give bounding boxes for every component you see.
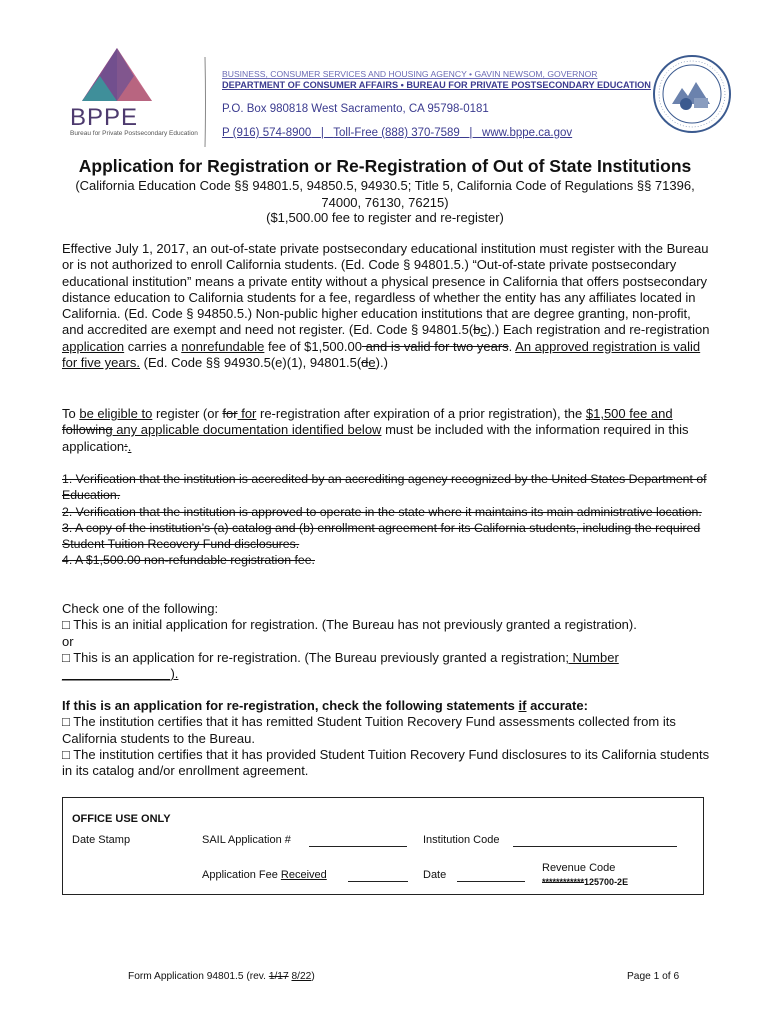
list-item: 4. A $1,500.00 non-refundable registration fee. (62, 553, 315, 568)
text: must be included with the information required in this application (62, 422, 689, 454)
legal-citation: (California Education Code §§ 94801.5, 94850.5, 94930.5; Title 5, California Code of Regulations §§ 71396, 74000, 76130, 76215) (75, 178, 695, 210)
deleted-text: : (124, 438, 128, 454)
deleted-text: d (361, 355, 369, 371)
deleted-text: for (222, 406, 238, 421)
or-label: or (62, 633, 74, 649)
california-seal-icon (652, 54, 732, 134)
date-label: Date (423, 869, 447, 881)
text: If this is an application for re-registration, check the following statements (62, 698, 519, 713)
text: □ This is an application for re-registration. (The Bureau previously granted a registration (62, 649, 566, 665)
date-input[interactable] (457, 881, 525, 882)
deleted-requirements-list (62, 471, 712, 569)
date-stamp-label: Date Stamp (72, 834, 131, 846)
sail-label: SAIL Application # (202, 834, 291, 846)
inserted-text: nonrefundable (181, 338, 265, 354)
office-use-box (62, 797, 704, 895)
list-item: 2. Verification that the institution is approved to operate in the state where it maintains its main administrative location. (62, 504, 702, 519)
office-use-heading: OFFICE USE ONLY (72, 813, 171, 825)
eligibility-paragraph (62, 406, 712, 455)
application-type-section (62, 601, 712, 682)
page-number: Page 1 of 6 (627, 971, 680, 982)
text: 125700-2E (584, 877, 629, 887)
inserted-text: An approved registration is valid for five years. (62, 338, 701, 371)
list-item: 3. A copy of the institution’s (a) catalog and (b) enrollment agreement for its California students, including the required Student Tuition Recovery Fund disclosures. (62, 520, 701, 552)
text: Form Application 94801.5 (rev. (128, 971, 269, 982)
deleted-text: b (473, 322, 481, 338)
inserted-text: 8/22 (291, 971, 312, 982)
text: register (or (152, 406, 223, 421)
check-lead: Check one of the following: (62, 601, 219, 616)
agency-line: BUSINESS, CONSUMER SERVICES AND HOUSING AGENCY • GAVIN NEWSOM, GOVERNOR (222, 69, 598, 79)
phone: P (916) 574-8900 (222, 127, 312, 139)
inserted-text: application (62, 338, 125, 354)
tollfree: Toll-Free (888) 370-7589 (333, 127, 460, 139)
inserted-text: e (368, 355, 376, 371)
inserted-text: Received (280, 869, 327, 881)
intro-paragraph (62, 241, 712, 371)
text: Effective July 1, 2017, an out-of-state private postsecondary educational institution must register with the Bureau or is not authorized to enroll California students. (Ed. Code § 94801.5.) “Out-of-state private postsecondary educational institution” means a private entity without a physical presence in California that offers postsecondary distance education to California students for a fee, regardless of whether the entity has any affiliates located in California. (Ed. Code § 94850.5.) Non-public higher education institutions that are degree granting, non-profit, and accredited are exempt and need not register. (Ed. Code § 94801.5( (62, 241, 709, 338)
separator: | (311, 127, 334, 139)
revenue-code-label: Revenue Code (542, 862, 616, 874)
text: re-registration after expiration of a prior registration), the (256, 406, 586, 421)
strf-disclosures-checkbox[interactable]: □ The institution certifies that it has provided Student Tuition Recovery Fund disclosures to its California students in its catalog and/or enrollment agreement. (62, 746, 710, 779)
inserted-text: c (480, 322, 487, 338)
inserted-text: be eligible to (79, 406, 153, 421)
list-item: 1. Verification that the institution is accredited by an accrediting agency recognized by the United States Department of Education. (62, 472, 707, 503)
inserted-text: $1,500 fee and (585, 406, 673, 421)
inserted-text: if (518, 698, 527, 713)
re-registration-section (62, 698, 712, 779)
deleted-text: and is valid for two years (361, 338, 509, 354)
logo-text: BPPE (70, 104, 139, 131)
text: ).) (375, 355, 388, 371)
website-link[interactable]: www.bppe.ca.gov (482, 127, 573, 139)
re-registration-checkbox[interactable] (62, 650, 712, 683)
header-divider (204, 57, 206, 147)
logo-subtitle: Bureau for Private Postsecondary Education (70, 130, 198, 137)
text: . (508, 338, 516, 354)
revenue-code-value (542, 877, 628, 887)
text: accurate: (526, 698, 588, 713)
page-title: Application for Registration or Re-Registration of Out of State Institutions (78, 156, 692, 176)
form-revision (128, 971, 315, 982)
deleted-text: following (62, 422, 113, 438)
text: (Ed. Code §§ 94930.5(e)(1), 94801.5( (140, 355, 362, 371)
address-line: P.O. Box 980818 West Sacramento, CA 95798-0181 (222, 103, 489, 115)
registration-number-field[interactable]: ; Number _______________). (62, 649, 619, 682)
text: Application Fee (202, 869, 281, 881)
application-fee-label (202, 869, 327, 881)
deleted-text: 1/17 (268, 971, 289, 982)
text: carries a (124, 338, 182, 354)
inserted-text: for (237, 406, 257, 421)
separator: | (459, 127, 483, 139)
contact-line (222, 127, 572, 139)
institution-code-input[interactable] (513, 846, 677, 847)
deleted-text: ************ (542, 877, 585, 887)
text: fee of $1,500.00 (264, 338, 362, 354)
re-registration-heading (62, 698, 712, 714)
text: To (62, 406, 80, 421)
text: ) (311, 971, 315, 982)
department-line: DEPARTMENT OF CONSUMER AFFAIRS • BUREAU FOR PRIVATE POSTSECONDARY EDUCATION (222, 80, 651, 90)
institution-code-label: Institution Code (423, 834, 500, 846)
strf-assessments-checkbox[interactable]: □ The institution certifies that it has remitted Student Tuition Recovery Fund assessments collected from its California students to the Bureau. (62, 714, 676, 746)
text: ).) Each registration and re-registration (486, 322, 710, 338)
inserted-text: any applicable documentation identified below (112, 422, 382, 438)
application-fee-input[interactable] (348, 881, 408, 882)
sail-input[interactable] (309, 846, 407, 847)
initial-registration-checkbox[interactable]: □ This is an initial application for registration. (The Bureau has not previously granted a registration). (62, 617, 637, 633)
fee-note: ($1,500.00 fee to register and re-register) (266, 210, 504, 225)
inserted-text: . (127, 438, 132, 454)
